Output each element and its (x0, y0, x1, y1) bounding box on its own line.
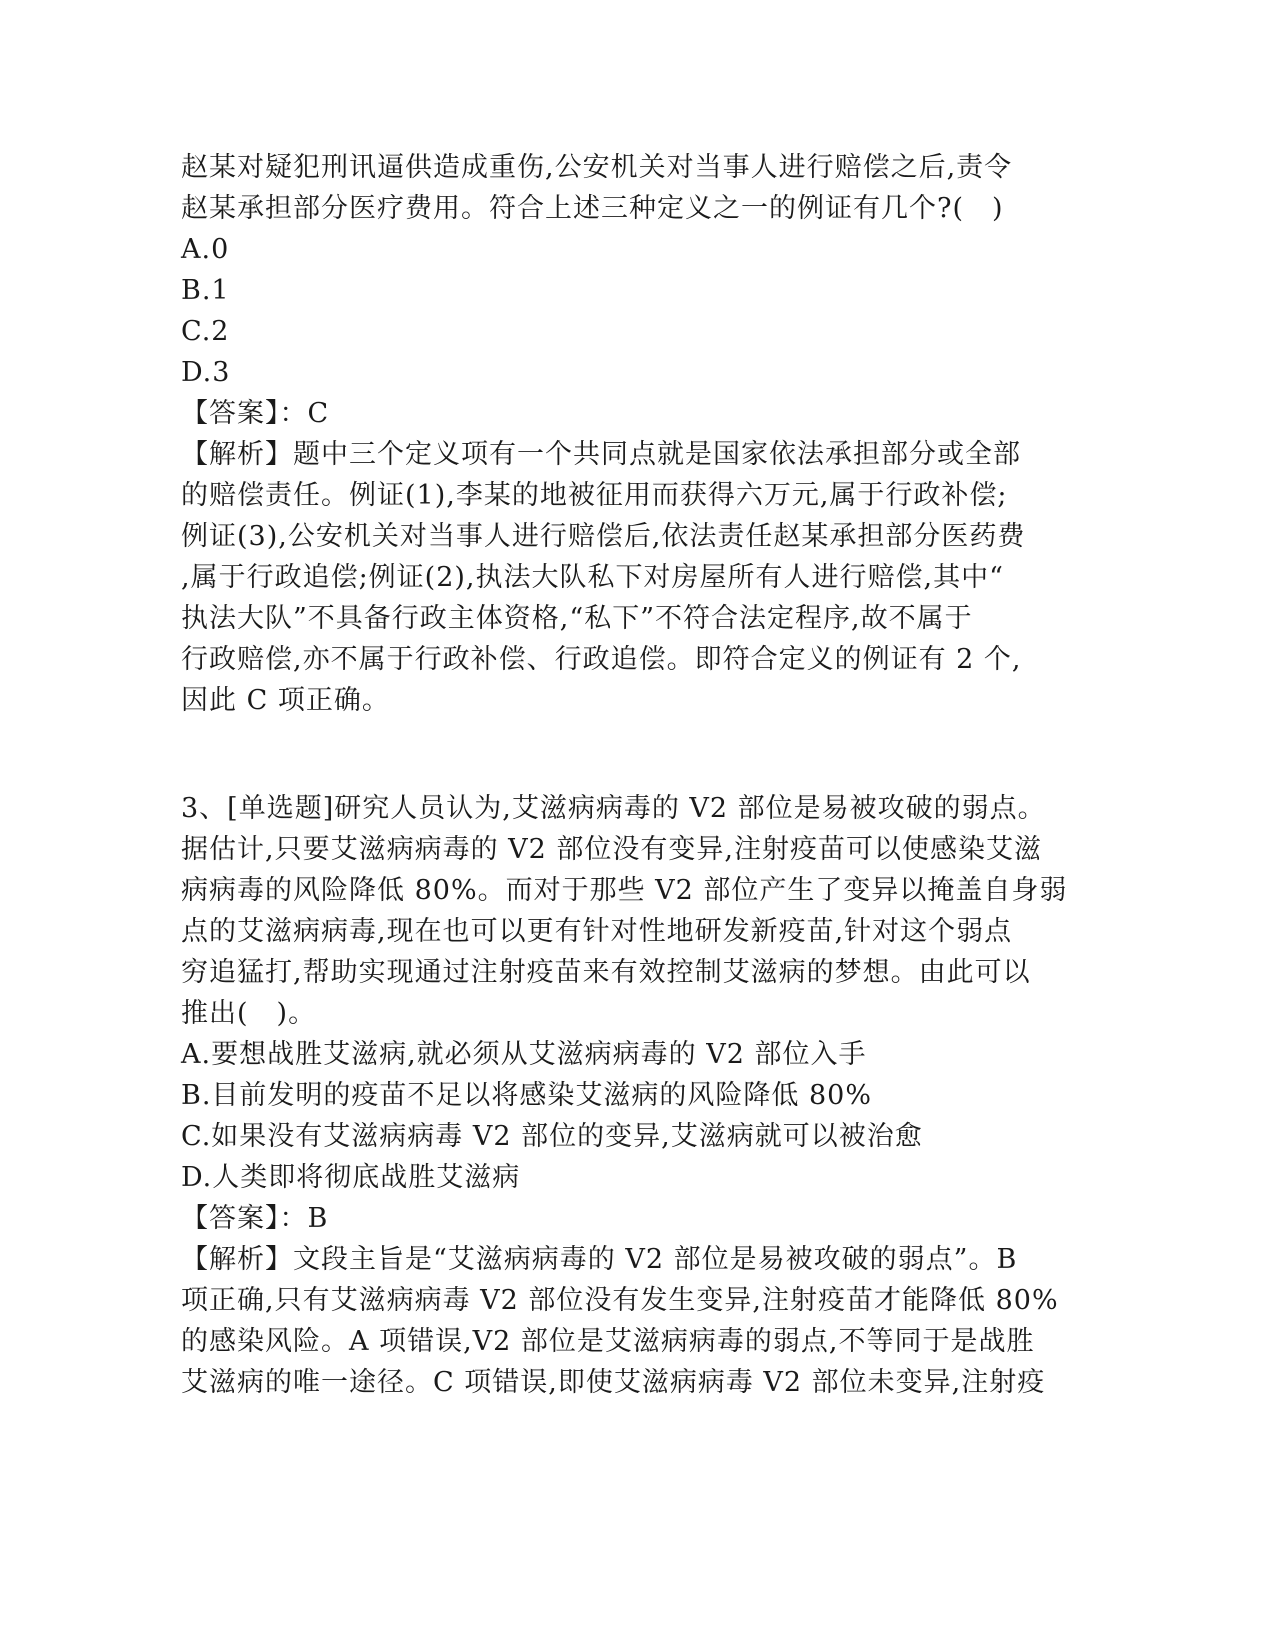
option-a: A.要想战胜艾滋病,就必须从艾滋病病毒的 V2 部位入手 (181, 1039, 867, 1070)
question-stem-line: 推出( )。 (181, 998, 317, 1029)
analysis-line: 艾滋病的唯一途径。C 项错误,即使艾滋病病毒 V2 部位未变异,注射疫 (181, 1367, 1046, 1398)
answer-line: 【答案】：C (181, 398, 330, 429)
option-c: C.2 (181, 316, 230, 347)
analysis-line: 执法大队”不具备行政主体资格,“私下”不符合法定程序,故不属于 (181, 603, 973, 634)
question-stem-line: 赵某对疑犯刑讯逼供造成重伤,公安机关对当事人进行赔偿之后,责令 (181, 152, 1013, 183)
question-stem-line: 据估计,只要艾滋病病毒的 V2 部位没有变异,注射疫苗可以使感染艾滋 (181, 834, 1043, 865)
option-c: C.如果没有艾滋病病毒 V2 部位的变异,艾滋病就可以被治愈 (181, 1121, 923, 1152)
question-3 (181, 788, 1081, 1403)
question-stem-line: 穷追猛打,帮助实现通过注射疫苗来有效控制艾滋病的梦想。由此可以 (181, 957, 1031, 988)
analysis-line: 的感染风险。A 项错误,V2 部位是艾滋病病毒的弱点,不等同于是战胜 (181, 1326, 1035, 1357)
analysis-line: ,属于行政追偿;例证(2),执法大队私下对房屋所有人进行赔偿,其中“ (181, 562, 1004, 593)
answer-line: 【答案】：B (181, 1203, 329, 1234)
analysis-line: 行政赔偿,亦不属于行政补偿、行政追偿。即符合定义的例证有 2 个, (181, 644, 1022, 675)
question-stem-line: 3、[单选题]研究人员认为,艾滋病病毒的 V2 部位是易被攻破的弱点。 (181, 793, 1046, 824)
question-stem-line: 赵某承担部分医疗费用。符合上述三种定义之一的例证有几个?( ) (181, 193, 1004, 224)
analysis-line: 因此 C 项正确。 (181, 685, 390, 716)
analysis-line: 项正确,只有艾滋病病毒 V2 部位没有发生变异,注射疫苗才能降低 80% (181, 1285, 1059, 1316)
option-b: B.1 (181, 275, 230, 306)
option-b: B.目前发明的疫苗不足以将感染艾滋病的风险降低 80% (181, 1080, 873, 1111)
option-d: D.3 (181, 357, 231, 388)
question-stem-line: 病病毒的风险降低 80%。而对于那些 V2 部位产生了变异以掩盖自身弱 (181, 875, 1068, 906)
option-a: A.0 (181, 234, 230, 265)
analysis-line: 【解析】题中三个定义项有一个共同点就是国家依法承担部分或全部 (181, 439, 1021, 470)
analysis-line: 的赔偿责任。例证(1),李某的地被征用而获得六万元,属于行政补偿; (181, 480, 1008, 511)
analysis-line: 例证(3),公安机关对当事人进行赔偿后,依法责任赵某承担部分医药费 (181, 521, 1026, 552)
analysis-line: 【解析】文段主旨是“艾滋病病毒的 V2 部位是易被攻破的弱点”。B (181, 1244, 1018, 1275)
option-d: D.人类即将彻底战胜艾滋病 (181, 1162, 521, 1193)
question-2-continuation (181, 147, 1081, 721)
question-stem-line: 点的艾滋病病毒,现在也可以更有针对性地研发新疫苗,针对这个弱点 (181, 916, 1013, 947)
